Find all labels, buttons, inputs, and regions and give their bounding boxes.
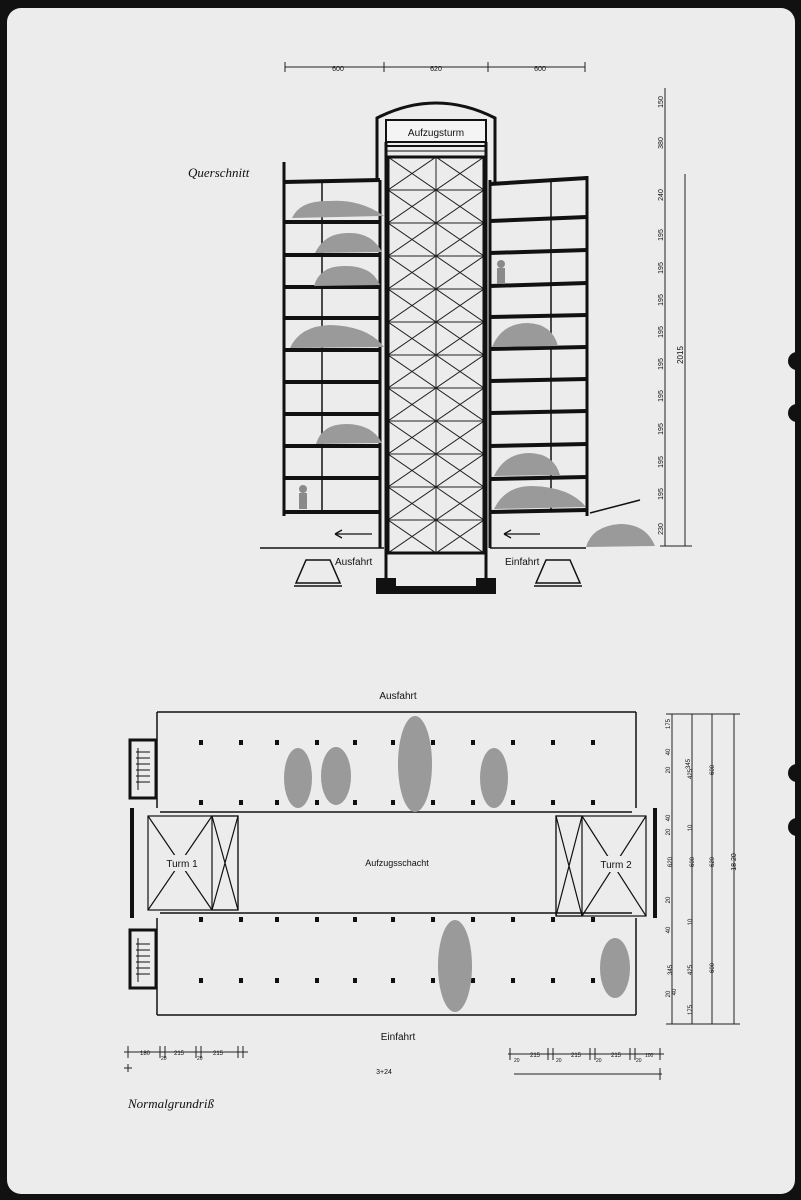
plan-dim-c2-4: 10 — [688, 918, 694, 926]
left-parking-slabs — [284, 162, 380, 548]
bottom-dim-l2: 20 — [161, 1056, 167, 1062]
bottom-dim-l1: 180 — [140, 1051, 151, 1057]
plan-dim-c2-3: 600 — [690, 856, 696, 868]
height-dim-5: 195 — [658, 262, 665, 274]
floor-plan — [124, 691, 740, 1111]
height-dim-1: 150 — [658, 96, 665, 108]
plan-dim-c1-13: 175 — [688, 1004, 694, 1016]
bottom-dim-r3: 20 — [556, 1058, 562, 1064]
total-height-dim: 2015 — [676, 346, 685, 364]
height-dim-4: 195 — [658, 229, 665, 241]
width-dimension-lines — [666, 714, 740, 1024]
bottom-dim-l3: 215 — [174, 1051, 185, 1057]
plan-dim-c2-2: 10 — [688, 824, 694, 832]
plan-dim-c1-8: 20 — [666, 896, 672, 904]
bottom-dim-l5: 215 — [213, 1051, 224, 1057]
plan-dim-c1-12: 40 — [672, 988, 678, 996]
height-dimension-lines — [660, 88, 692, 546]
height-dim-13: 230 — [658, 523, 665, 535]
height-dim-10: 195 — [658, 423, 665, 435]
exit-arrow — [335, 530, 372, 538]
plan-dim-c1-4: 345 — [686, 758, 692, 770]
tower-1-label: Turm 1 — [166, 859, 198, 870]
cross-section — [188, 62, 692, 594]
parked-cars-plan — [284, 716, 630, 1012]
tower-label: Aufzugsturm — [407, 128, 465, 139]
height-dim-12: 195 — [658, 488, 665, 500]
plan-dim-c1-2: 40 — [666, 748, 672, 756]
bottom-dim-r6: 215 — [611, 1053, 622, 1059]
bottom-dim-r4: 215 — [571, 1053, 582, 1059]
plan-dim-c1-1: 175 — [666, 718, 672, 730]
bottom-dimension-lines — [124, 1046, 664, 1080]
page-reference: 3+24 — [376, 1069, 392, 1076]
height-dim-3: 240 — [658, 189, 665, 201]
top-dim-2: 620 — [430, 66, 442, 73]
plan-dim-c3-1: 600 — [710, 764, 716, 776]
plan-entry-label: Einfahrt — [380, 1032, 416, 1043]
plan-dim-c1-5: 40 — [666, 814, 672, 822]
shaft-label: Aufzugsschacht — [365, 858, 429, 868]
bottom-dim-r2: 215 — [530, 1053, 541, 1059]
bottom-dim-r1: 20 — [514, 1058, 520, 1064]
bottom-dim-r5: 20 — [596, 1058, 602, 1064]
stairs-top — [130, 740, 156, 798]
height-dim-7: 195 — [658, 326, 665, 338]
plan-dim-c3-3: 600 — [710, 962, 716, 974]
plan-dim-c1-11: 20 — [666, 990, 672, 998]
section-entry-label: Einfahrt — [505, 557, 540, 568]
tower-2-label: Turm 2 — [600, 860, 632, 871]
plan-total-width: 18 20 — [731, 853, 738, 871]
plan-dim-c3-2: 620 — [710, 856, 716, 868]
plan-dim-c2-1: 425 — [688, 768, 694, 780]
height-dim-6: 195 — [658, 294, 665, 306]
section-exit-label: Ausfahrt — [335, 557, 373, 568]
top-dim-1: 600 — [332, 66, 344, 73]
plan-dim-c1-3: 20 — [666, 766, 672, 774]
elevator-shaft-bracing — [388, 157, 484, 553]
plan-dim-c2-5: 425 — [688, 964, 694, 976]
bottom-dim-r7: 20 — [636, 1058, 642, 1064]
stairs-bottom — [130, 930, 156, 988]
height-dim-9: 195 — [658, 390, 665, 402]
plan-dim-c1-9: 40 — [666, 926, 672, 934]
entry-ramp — [590, 500, 640, 513]
plan-title: Normalgrundriß — [128, 1096, 214, 1111]
entry-arrow — [504, 530, 540, 538]
height-dim-2: 380 — [658, 137, 665, 149]
top-dim-3: 600 — [534, 66, 546, 73]
bottom-dim-r8: 100 — [645, 1053, 654, 1059]
height-dim-11: 195 — [658, 456, 665, 468]
plan-dim-c1-6: 20 — [666, 828, 672, 836]
bottom-dim-l4: 20 — [197, 1056, 203, 1062]
section-title: Querschnitt — [188, 165, 250, 180]
plan-dim-c1-7: 620 — [668, 856, 674, 868]
plan-dim-c1-10: 345 — [668, 964, 674, 976]
height-dim-8: 195 — [658, 358, 665, 370]
plan-exit-label: Ausfahrt — [379, 691, 417, 702]
